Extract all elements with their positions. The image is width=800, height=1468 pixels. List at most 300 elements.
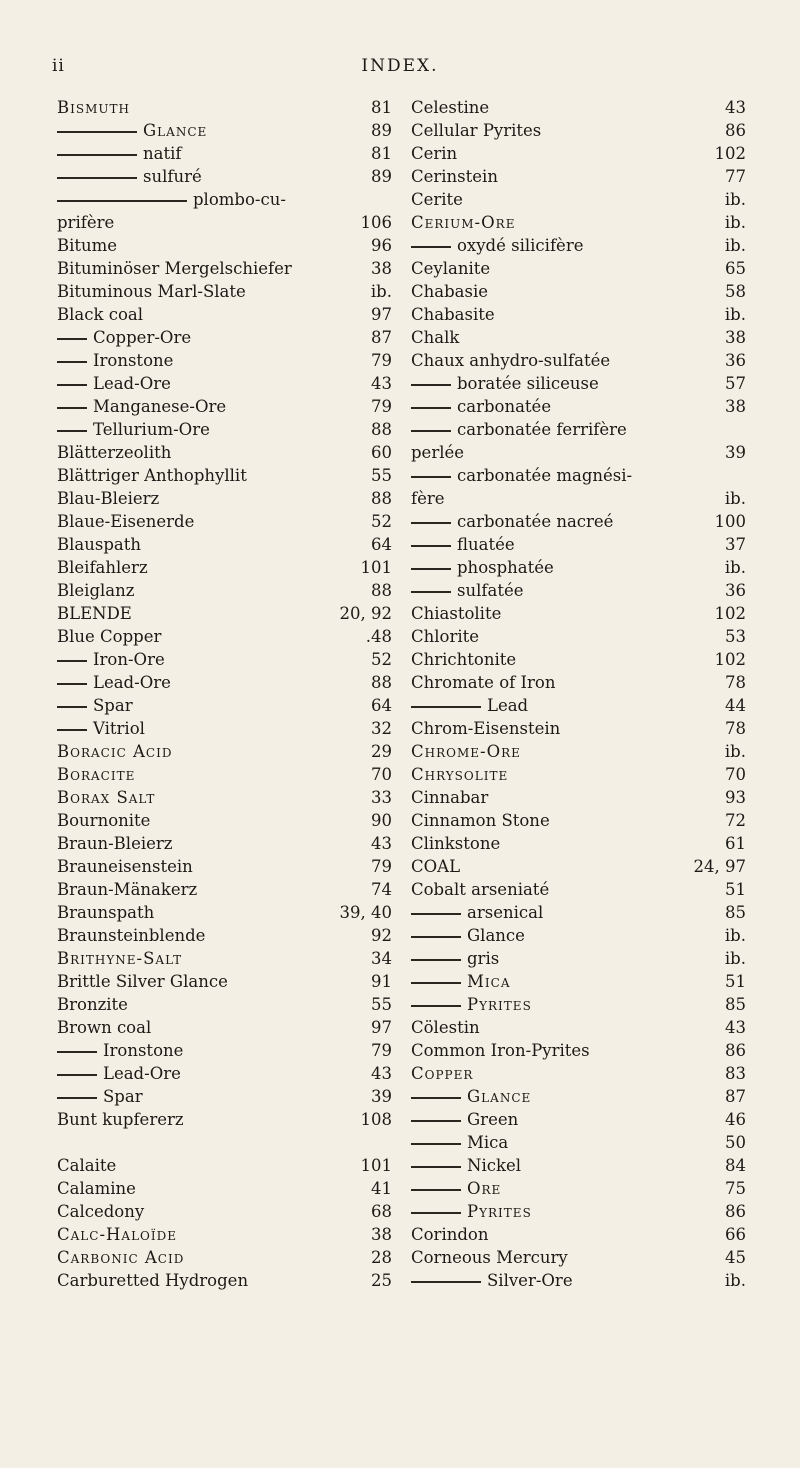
entry-term-text: Manganese-Ore [93,397,227,416]
entry-term [57,625,161,648]
entry-page-ref: 85 [725,903,746,922]
entry-page-ref: 87 [371,328,392,347]
entry-term-text: Vitriol [93,719,145,738]
entry-page-ref: 55 [371,995,392,1014]
index-entry [411,1200,746,1223]
entry-term-text: Corneous Mercury [411,1248,568,1267]
ditto-dash [57,338,87,340]
entry-page-ref: 91 [371,972,392,991]
entry-page-ref: ib. [724,489,746,508]
entry-term [411,418,627,441]
entry-page-ref: 51 [725,972,746,991]
entry-page-ref: 20, 92 [339,604,392,623]
entry-term [57,441,171,464]
index-entry [411,786,746,809]
entry-term [57,211,114,234]
entry-term-text: BLENDE [57,604,132,623]
entry-term-text: Braunsteinblende [57,926,206,945]
entry-term-text: Calaite [57,1156,117,1175]
ditto-dash [411,545,451,547]
page-header [0,56,800,86]
entry-term [411,694,528,717]
entry-term-text: Ceylanite [411,259,491,278]
entry-term [57,1016,151,1039]
entry-term [57,1177,136,1200]
index-entry [411,1085,746,1108]
entry-term [57,395,226,418]
entry-term [57,188,286,211]
entry-term-text: Bitume [57,236,118,255]
ditto-dash [411,1143,461,1145]
entry-term-text: carbonatée ferrifère [457,420,627,439]
ditto-dash [57,407,87,409]
entry-term [57,142,181,165]
index-entry [57,947,392,970]
entry-page-ref: 32 [371,719,392,738]
index-entry [411,326,746,349]
entry-term [57,510,194,533]
entry-page-ref: 43 [725,98,746,117]
entry-term-text: Ore [467,1179,502,1198]
entry-page-ref: 51 [725,880,746,899]
running-title: INDEX. [361,56,439,76]
entry-term [57,1039,183,1062]
index-entry [57,648,392,671]
entry-term-text: oxydé silicifère [457,236,584,255]
index-entry [57,303,392,326]
entry-page-ref: 68 [371,1202,392,1221]
index-entry [57,326,392,349]
index-entry [57,579,392,602]
entry-page-ref: 36 [725,351,746,370]
entry-term [411,993,532,1016]
index-entry [411,142,746,165]
index-column-left [57,96,392,1292]
index-entry [57,901,392,924]
entry-page-ref: 106 [360,213,392,232]
entry-term-text: carbonatée nacreé [457,512,614,531]
index-entry [411,625,746,648]
entry-term [411,1223,488,1246]
ditto-dash [57,384,87,386]
entry-term [57,1200,144,1223]
entry-term [411,1016,480,1039]
entry-page-ref: 44 [725,696,746,715]
entry-term-text: Glance [467,1087,532,1106]
entry-term [411,625,479,648]
entry-term-text: Bismuth [57,98,130,117]
entry-term [411,441,464,464]
entry-page-ref: 85 [725,995,746,1014]
ditto-dash [57,177,137,179]
entry-term-text: Braun-Bleierz [57,834,173,853]
entry-page-ref: 78 [725,719,746,738]
entry-term-text: Chiastolite [411,604,502,623]
index-entry [57,740,392,763]
index-entry [57,763,392,786]
index-entry [411,809,746,832]
entry-term-text: Spar [93,696,133,715]
entry-term [411,809,550,832]
ditto-dash [411,913,461,915]
index-entry [57,533,392,556]
entry-term-text: sulfuré [143,167,202,186]
index-entry [411,280,746,303]
entry-term-text: carbonatée [457,397,552,416]
entry-page-ref: ib. [724,949,746,968]
entry-page-ref: 38 [371,1225,392,1244]
entry-term [57,694,133,717]
entry-term [57,1085,143,1108]
entry-term-text: prifère [57,213,115,232]
entry-term-text: Bleifahlerz [57,558,148,577]
entry-term-text: Copper [411,1064,474,1083]
entry-term-text: Boracite [57,765,136,784]
entry-page-ref: ib. [370,282,392,301]
index-entry [57,993,392,1016]
ditto-dash [411,1281,481,1283]
entry-page-ref: ib. [724,213,746,232]
entry-term-text: Chaux anhydro-sulfatée [411,351,611,370]
entry-term [411,740,521,763]
entry-page-ref: 77 [725,167,746,186]
entry-page-ref: 88 [371,489,392,508]
entry-page-ref: 79 [371,397,392,416]
entry-page-ref: 93 [725,788,746,807]
entry-term [411,1062,473,1085]
entry-term [57,487,159,510]
entry-term-text: arsenical [467,903,544,922]
entry-term-text: Brauneisenstein [57,857,193,876]
entry-term [411,924,525,947]
entry-page-ref: ib. [724,305,746,324]
index-entry [411,487,746,510]
entry-page-ref: 52 [371,650,392,669]
entry-term [411,855,460,878]
entry-term [411,1039,590,1062]
ditto-dash [411,1005,461,1007]
index-entry [411,1131,746,1154]
ditto-dash [57,706,87,708]
index-entry [411,165,746,188]
index-entry [57,1062,392,1085]
entry-term [411,533,515,556]
index-entry [411,947,746,970]
index-entry [411,579,746,602]
entry-term-text: Blauspath [57,535,141,554]
entry-term-text: Corindon [411,1225,489,1244]
entry-term-text: Chlorite [411,627,480,646]
index-entry [411,119,746,142]
index-entry [57,556,392,579]
entry-term-text: Mica [467,1133,509,1152]
entry-term-text: Calamine [57,1179,136,1198]
entry-term-text: Brittle Silver Glance [57,972,228,991]
entry-page-ref: 97 [371,1018,392,1037]
entry-page-ref: 50 [725,1133,746,1152]
index-entry [411,349,746,372]
index-entry [57,786,392,809]
ditto-dash [57,1074,97,1076]
entry-page-ref: 29 [371,742,392,761]
entry-term-text: Chabasie [411,282,488,301]
entry-page-ref: 24, 97 [693,857,746,876]
entry-term-text: Chabasite [411,305,495,324]
entry-page-ref: 70 [371,765,392,784]
entry-page-ref: 102 [714,604,746,623]
ditto-dash [57,1097,97,1099]
entry-page-ref: 28 [371,1248,392,1267]
entry-page-ref: 39 [371,1087,392,1106]
entry-page-ref: 84 [725,1156,746,1175]
ditto-dash [411,982,461,984]
entry-term [411,372,599,395]
entry-term-text: Carburetted Hydrogen [57,1271,249,1290]
entry-page-ref: 79 [371,351,392,370]
entry-term [411,1246,568,1269]
entry-term [411,1200,532,1223]
entry-page-ref: 45 [725,1248,746,1267]
entry-term [411,142,457,165]
index-entry [411,970,746,993]
entry-term [57,1246,184,1269]
entry-term-text: Copper-Ore [93,328,192,347]
entry-term [57,740,172,763]
index-entry [57,96,392,119]
entry-term-text: Lead-Ore [93,374,171,393]
entry-term-text: fère [411,489,445,508]
entry-page-ref: 81 [371,144,392,163]
entry-term [411,395,551,418]
entry-term [57,257,292,280]
entry-page-ref: 74 [371,880,392,899]
entry-page-ref: ib. [724,190,746,209]
ditto-dash [57,430,87,432]
entry-page-ref: 81 [371,98,392,117]
entry-term [57,648,165,671]
entry-page-ref: 60 [371,443,392,462]
entry-page-ref: 64 [371,696,392,715]
entry-term [411,349,610,372]
index-entry [411,648,746,671]
entry-page-ref: 86 [725,121,746,140]
index-entry [411,1108,746,1131]
ditto-dash [57,131,137,133]
entry-term-text: phosphatée [457,558,554,577]
index-entry [411,1246,746,1269]
entry-term [57,717,145,740]
entry-term [57,326,191,349]
entry-term [57,809,150,832]
entry-term [57,119,207,142]
index-entry [57,188,392,211]
entry-term [57,602,132,625]
entry-term [411,878,549,901]
entry-term [411,188,463,211]
entry-term [57,165,202,188]
entry-term-text: Nickel [467,1156,521,1175]
entry-page-ref: 39, 40 [339,903,392,922]
entry-term-text: Brithyne-Salt [57,949,183,968]
index-entry [411,1177,746,1200]
entry-term [57,993,128,1016]
index-entry [57,924,392,947]
entry-term [57,372,171,395]
entry-page-ref: 43 [371,1064,392,1083]
entry-term-text: Blaue-Eisenerde [57,512,195,531]
ditto-dash [411,430,451,432]
entry-term-text: Lead-Ore [93,673,171,692]
entry-page-ref: 55 [371,466,392,485]
entry-page-ref: 41 [371,1179,392,1198]
entry-page-ref: 36 [725,581,746,600]
entry-term [411,602,501,625]
entry-page-ref: 64 [371,535,392,554]
entry-term [57,556,148,579]
entry-term-text: Cölestin [411,1018,480,1037]
entry-term-text: Blättriger Anthophyllit [57,466,247,485]
entry-term [57,901,154,924]
ditto-dash [57,361,87,363]
entry-term-text: Iron-Ore [93,650,165,669]
entry-term [411,671,555,694]
entry-page-ref: ib. [724,926,746,945]
index-entry [57,1039,392,1062]
entry-page-ref: 88 [371,420,392,439]
index-entry [57,1085,392,1108]
entry-page-ref: .48 [365,627,392,646]
entry-page-ref: 86 [725,1202,746,1221]
entry-page-ref: 97 [371,305,392,324]
ditto-dash [411,1166,461,1168]
entry-term [411,947,499,970]
entry-page-ref: 34 [371,949,392,968]
entry-page-ref: 79 [371,857,392,876]
index-entry [57,970,392,993]
index-entry [411,188,746,211]
entry-term [411,303,495,326]
entry-term [57,349,173,372]
entry-term-text: Common Iron-Pyrites [411,1041,590,1060]
entry-term-text: Carbonic Acid [57,1248,185,1267]
entry-term [411,257,490,280]
entry-term [411,556,554,579]
entry-term-text: Silver-Ore [487,1271,573,1290]
index-entry [57,809,392,832]
entry-term [411,165,498,188]
entry-term-text: gris [467,949,500,968]
entry-page-ref: ib. [724,558,746,577]
entry-term [57,579,134,602]
ditto-dash [411,568,451,570]
ditto-dash [57,660,87,662]
index-entry [411,855,746,878]
entry-term-text: Bournonite [57,811,151,830]
entry-term-text: Cinnabar [411,788,489,807]
entry-term-text: Blau-Bleierz [57,489,160,508]
index-entry [411,878,746,901]
entry-term-text: COAL [411,857,461,876]
entry-term [57,1108,184,1131]
entry-page-ref: 96 [371,236,392,255]
index-entry [57,372,392,395]
entry-term-text: sulfatée [457,581,524,600]
entry-term-text: boratée siliceuse [457,374,599,393]
entry-page-ref: 38 [371,259,392,278]
index-entry [57,418,392,441]
entry-page-ref: 102 [714,144,746,163]
entry-page-ref: 108 [360,1110,392,1129]
index-entry [411,832,746,855]
entry-term [57,947,182,970]
entry-term-text: Glance [467,926,525,945]
index-entry [57,349,392,372]
index-entry [57,510,392,533]
entry-term-text: Borax Salt [57,788,156,807]
entry-term [57,878,197,901]
ditto-dash [411,384,451,386]
index-entry [57,671,392,694]
entry-page-ref: ib. [724,236,746,255]
entry-term-text: Blue Copper [57,627,162,646]
index-entry [411,694,746,717]
index-entry [411,901,746,924]
entry-page-ref: 58 [725,282,746,301]
entry-term-text: Spar [103,1087,143,1106]
index-entry [411,1223,746,1246]
entry-term [411,1131,508,1154]
ditto-dash [411,959,461,961]
entry-term-text: Bronzite [57,995,128,1014]
entry-page-ref: 52 [371,512,392,531]
index-entry [411,418,746,441]
index-entry [411,740,746,763]
index-entry [411,96,746,119]
entry-term-text: Chrome-Ore [411,742,521,761]
index-column-right [411,96,746,1292]
entry-term-text: Lead [487,696,529,715]
index-entry [57,1269,392,1292]
entry-term [411,763,508,786]
entry-term-text: Cerin [411,144,458,163]
index-entry [411,372,746,395]
entry-term-text: Cellular Pyrites [411,121,542,140]
index-entry [411,395,746,418]
index-entry [57,855,392,878]
entry-term [411,96,489,119]
entry-term [57,1154,116,1177]
index-entry [411,303,746,326]
index-entry [411,924,746,947]
ditto-dash [411,1212,461,1214]
entry-term-text: Bunt kupfererz [57,1110,184,1129]
entry-term [411,970,510,993]
entry-term [411,510,613,533]
entry-term [57,671,171,694]
entry-page-ref: 86 [725,1041,746,1060]
entry-term-text: Chrysolite [411,765,509,784]
entry-term-text: Ironstone [103,1041,184,1060]
entry-page-ref: 75 [725,1179,746,1198]
entry-term-text: Ironstone [93,351,174,370]
index-entry [57,694,392,717]
entry-term [411,1108,518,1131]
entry-term-text: natif [143,144,182,163]
entry-term-text: Lead-Ore [103,1064,181,1083]
index-entry [411,211,746,234]
entry-term-text: Mica [467,972,511,991]
entry-term-text: plombo-cu- [193,190,286,209]
